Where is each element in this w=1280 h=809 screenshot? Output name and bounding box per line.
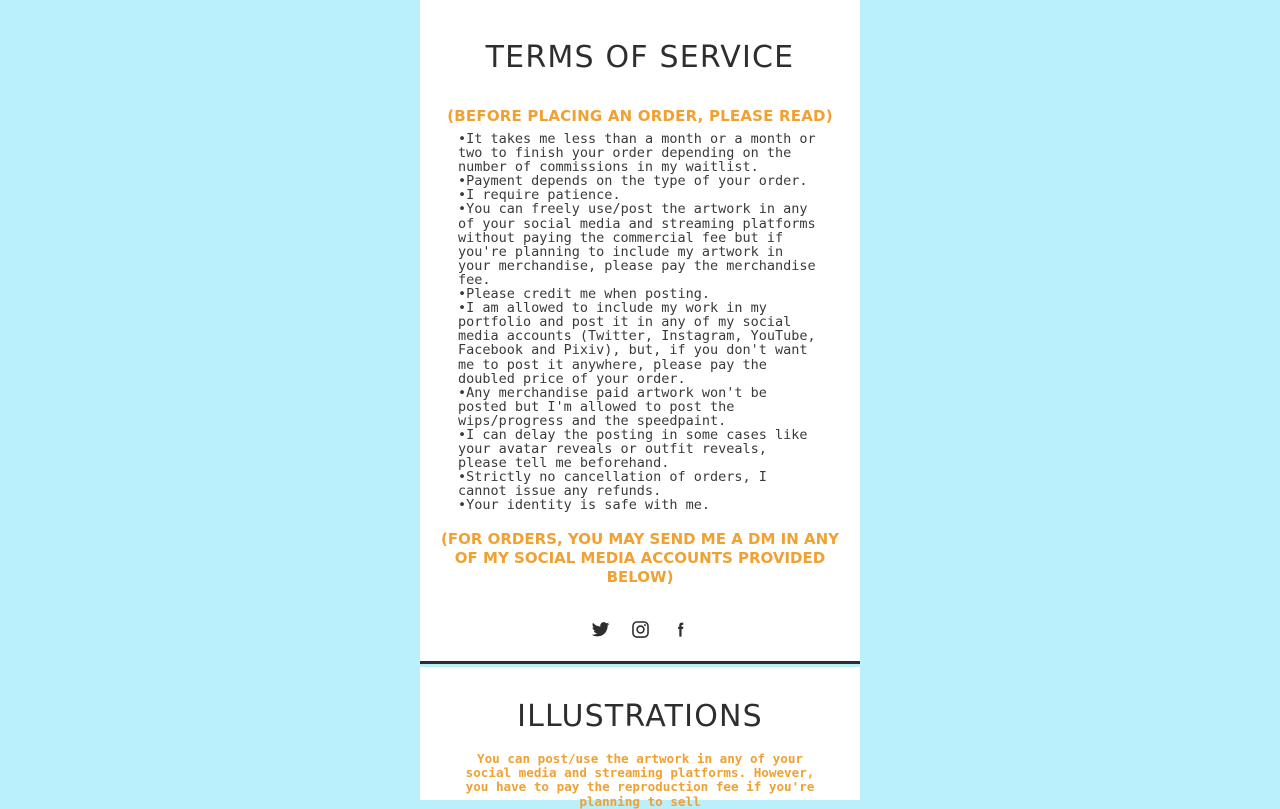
list-item: • I require patience.	[458, 188, 822, 202]
facebook-icon[interactable]	[669, 618, 691, 640]
social-links	[440, 618, 840, 640]
list-item: • Please credit me when posting.	[458, 287, 822, 301]
list-item: • Strictly no cancellation of orders, I cannot issue any refunds.	[458, 470, 822, 498]
list-item: • Payment depends on the type of your order.	[458, 174, 822, 188]
terms-list-container	[458, 132, 822, 513]
twitter-icon[interactable]	[589, 618, 611, 640]
list-item: • Any merchandise paid artwork won't be posted but I'm allowed to post the wips/progress and the speedpaint.	[458, 386, 822, 428]
page-title: TERMS OF SERVICE	[485, 40, 795, 75]
illustrations-note: You can post/use the artwork in any of your social media and streaming platforms. However, you have to pay the reproduction fee if you're planning to sell	[465, 751, 815, 809]
orders-note: (FOR ORDERS, YOU MAY SEND ME A DM IN ANY OF MY SOCIAL MEDIA ACCOUNTS PROVIDED BELOW)	[440, 530, 840, 586]
list-item: • I am allowed to include my work in my portfolio and post it in any of my social media accounts (Twitter, Instagram, YouTube, Facebook and Pixiv), but, if you don't want me to post it anywhere, please pay the doubled price of your order.	[458, 301, 822, 386]
instagram-icon[interactable]	[629, 618, 651, 640]
list-item: • You can freely use/post the artwork in any of your social media and streaming platforms without paying the commercial fee but if you're planning to include my artwork in your merchandise, please pay the merchandise fee.	[458, 202, 822, 287]
terms-list	[458, 132, 822, 513]
list-item: • I can delay the posting in some cases like your avatar reveals or outfit reveals, please tell me beforehand.	[458, 428, 822, 470]
list-item: • Your identity is safe with me.	[458, 498, 822, 512]
illustrations-title: ILLUSTRATIONS	[517, 699, 763, 734]
terms-subtitle: (BEFORE PLACING AN ORDER, PLEASE READ)	[447, 107, 833, 125]
list-item: • It takes me less than a month or a month or two to finish your order depending on the number of commissions in my waitlist.	[458, 132, 822, 174]
